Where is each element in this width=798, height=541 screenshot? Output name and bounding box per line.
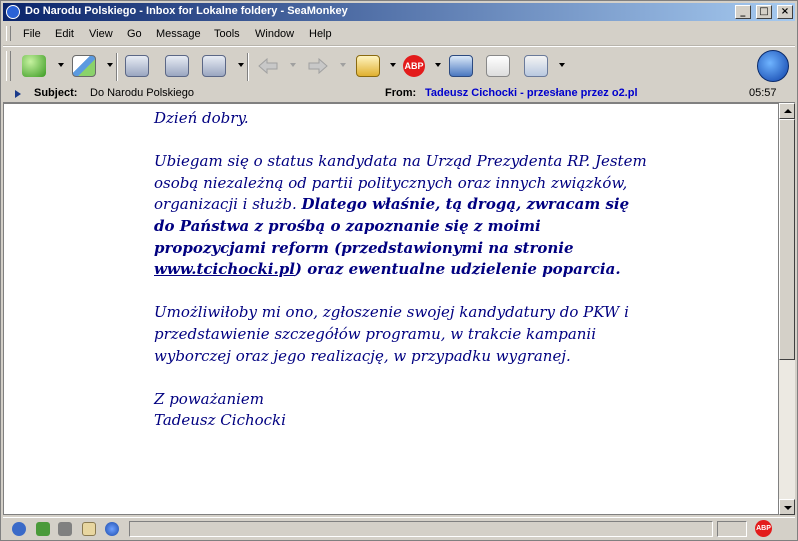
message-body[interactable] [3,103,779,515]
file-icon [356,55,380,77]
reply-all-icon [165,55,189,77]
from-label: From: [385,87,417,99]
mail-status-icon[interactable] [36,522,50,536]
file-dropdown[interactable] [390,63,396,67]
forward-icon [202,55,226,77]
menu-file[interactable]: File [23,28,41,40]
online-status-panel[interactable] [717,521,747,537]
paragraph-second: Umożliwiłoby mi ono, zgłoszenie swojej kandydatury do PKW i przedstawienie szczegółów programu, w trakcie kampanii wyborczej oraz jego realizację, w przypadku wygranej. [154,303,629,365]
delete-button[interactable] [483,51,513,81]
closing: Z poważaniem [154,389,265,408]
toolbar-grip[interactable] [6,51,11,81]
vertical-scrollbar[interactable] [779,103,795,515]
next-button[interactable] [303,51,333,81]
status-text-panel [129,521,713,537]
window-controls [733,5,793,19]
paragraph-intro-text: Ubiegam się o status kandydata na Urząd Prezydenta RP. Jestem osobą niezależną od partii politycznych oraz innych związków, organizacji i służb. [154,152,647,214]
paragraph-intro-bold-end: ) oraz ewentualne udzielenie poparcia. [294,260,621,279]
message-header [3,86,795,103]
menu-message[interactable]: Message [156,28,201,40]
menu-view[interactable]: View [89,28,113,40]
menu-bar [3,23,795,46]
reply-all-button[interactable] [162,51,192,81]
browser-icon[interactable] [12,522,26,536]
reply-button[interactable] [122,51,152,81]
subject-label: Subject: [34,87,78,99]
junk-dropdown[interactable] [559,63,565,67]
arrow-up-icon [784,109,792,113]
print-button[interactable] [446,51,476,81]
arrow-down-icon [784,506,792,510]
menu-tools[interactable]: Tools [214,28,240,40]
seamonkey-app-icon[interactable] [6,5,20,19]
file-button[interactable] [353,51,383,81]
reply-icon [125,55,149,77]
from-value[interactable]: Tadeusz Cichocki - przesłane przez o2.pl [425,87,638,99]
forward-button[interactable] [199,51,229,81]
chat-icon[interactable] [105,522,119,536]
adblock-button[interactable] [399,51,429,81]
get-mail-icon [22,55,46,77]
composer-icon[interactable] [58,522,72,536]
back-button[interactable] [253,51,283,81]
next-icon [306,55,330,77]
main-toolbar [3,46,795,88]
paragraph-intro-bold: Dlatego właśnie, tą drogą, zwracam się do Państwa z prośbą o zapoznanie się z moimi propozycjami reform (przedstawionymi na stronie [154,195,630,257]
menubar-grip[interactable] [6,26,11,41]
close-button[interactable]: × [777,5,793,19]
title-bar[interactable] [3,3,795,21]
next-dropdown[interactable] [340,63,346,67]
scroll-up-button[interactable] [779,103,795,119]
back-dropdown[interactable] [290,63,296,67]
delete-icon [486,55,510,77]
junk-icon [524,55,548,77]
status-bar [3,517,795,540]
subject-value: Do Narodu Polskiego [90,87,194,99]
menu-window[interactable]: Window [255,28,295,40]
write-button[interactable] [69,51,99,81]
website-link[interactable]: www.tcichocki.pl [154,260,295,279]
seamonkey-logo-icon[interactable] [757,50,789,82]
scroll-down-button[interactable] [779,499,795,515]
menu-edit[interactable]: Edit [55,28,74,40]
message-text [154,108,654,432]
window-title: Do Narodu Polskiego - Inbox for Lokalne foldery - SeaMonkey [25,5,348,17]
header-expand-icon[interactable] [15,90,21,98]
paragraph-intro [154,151,654,281]
menu-go[interactable]: Go [127,28,142,40]
menu-help[interactable]: Help [309,28,332,40]
maximize-button[interactable]: □ [756,5,772,19]
greeting: Dzień dobry. [154,109,249,127]
scroll-thumb[interactable] [779,119,795,360]
message-time: 05:57 [749,87,777,99]
signature: Tadeusz Cichocki [154,411,286,430]
print-icon [449,55,473,77]
adblock-dropdown[interactable] [435,63,441,67]
get-mail-dropdown[interactable] [58,63,64,67]
back-icon [256,55,280,77]
adblock-icon: ABP [403,55,425,77]
toolbar-separator [116,53,118,81]
adblock-status-icon[interactable]: ABP [755,520,772,537]
write-icon [72,55,96,77]
address-book-icon[interactable] [82,522,96,536]
toolbar-separator [247,53,249,81]
get-mail-button[interactable] [19,51,49,81]
junk-button[interactable] [521,51,551,81]
minimize-button[interactable]: _ [735,5,751,19]
forward-dropdown[interactable] [238,63,244,67]
write-dropdown[interactable] [107,63,113,67]
